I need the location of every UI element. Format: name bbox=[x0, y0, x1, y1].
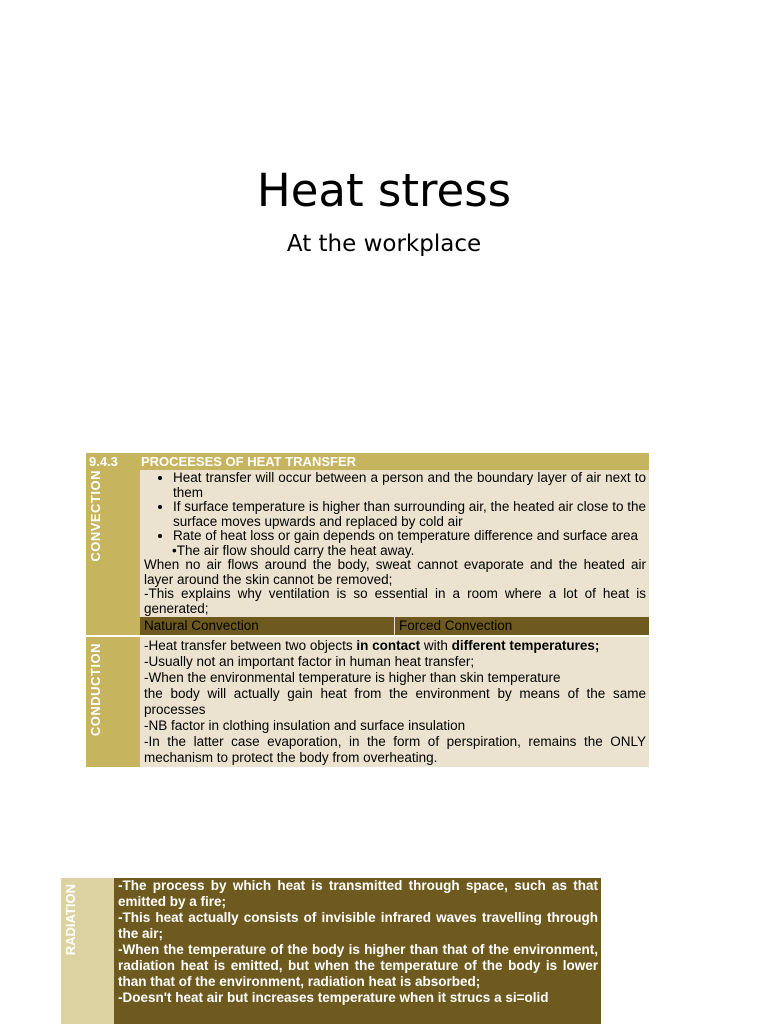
convection-paragraph: -This explains why ventilation is so essential in a room where a lot of heat is generated; bbox=[144, 586, 646, 616]
list-item: • Heat transfer will occur between a person and the boundary layer of air next to them bbox=[173, 471, 646, 500]
conduction-label-cell bbox=[86, 637, 140, 767]
convection-content bbox=[140, 470, 649, 635]
page-subtitle: At the workplace bbox=[286, 231, 482, 257]
conduction-line: -Usually not an important factor in human heat transfer; bbox=[144, 654, 475, 669]
list-item: • If surface temperature is higher than surrounding air, the heated air close to the surface moves upwards and replaced by cold air bbox=[173, 500, 646, 529]
radiation-block bbox=[61, 878, 601, 1024]
conduction-line: -NB factor in clothing insulation and surface insulation bbox=[144, 718, 466, 733]
conduction-line: the body will actually gain heat from the environment by means of the same processes bbox=[144, 686, 646, 717]
conduction-line: -When the environmental temperature is higher than skin temperature bbox=[144, 670, 561, 685]
conduction-line: -In the latter case evaporation, in the form of perspiration, remains the ONLY mechanism to protect the body from overheating. bbox=[144, 734, 646, 765]
radiation-content bbox=[114, 878, 601, 1024]
convection-row bbox=[86, 470, 649, 635]
radiation-line: -The process by which heat is transmitted through space, such as that emitted by a fire; bbox=[118, 878, 598, 909]
radiation-line: -This heat actually consists of invisible infrared waves travelling through the air; bbox=[118, 910, 598, 941]
table-header bbox=[86, 453, 649, 470]
convection-bullets bbox=[144, 471, 646, 544]
forced-convection-cell: Forced Convection bbox=[394, 617, 649, 635]
airflow-line: •The air flow should carry the heat away. bbox=[172, 542, 415, 558]
section-title: PROCEESES OF HEAT TRANSFER bbox=[141, 454, 357, 469]
heat-transfer-table bbox=[86, 453, 649, 767]
conduction-line: -Heat transfer between two objects in contact with different temperatures; bbox=[144, 638, 600, 653]
page-title: Heat stress bbox=[256, 164, 512, 217]
radiation-line: -When the temperature of the body is higher than that of the environment, radiation heat is emitted, but when the temperature of the body is lower than that of the environment, radiation heat is absorbed; bbox=[118, 942, 598, 989]
section-number: 9.4.3 bbox=[89, 454, 118, 469]
convection-types bbox=[140, 617, 649, 635]
radiation-label: RADIATION bbox=[63, 884, 78, 956]
natural-convection-cell: Natural Convection bbox=[144, 618, 259, 633]
conduction-label: CONDUCTION bbox=[88, 643, 103, 737]
convection-paragraph: When no air flows around the body, sweat cannot evaporate and the heated air layer around the skin cannot be removed; bbox=[144, 557, 646, 587]
conduction-row bbox=[86, 637, 649, 767]
convection-label: CONVECTION bbox=[88, 470, 103, 562]
convection-label-cell bbox=[86, 470, 140, 635]
radiation-line: -Doesn't heat air but increases temperature when it strucs a si=olid bbox=[118, 990, 549, 1005]
list-item: • Rate of heat loss or gain depends on temperature difference and surface area bbox=[173, 529, 646, 544]
radiation-label-cell bbox=[61, 878, 114, 1024]
conduction-content bbox=[140, 637, 649, 767]
